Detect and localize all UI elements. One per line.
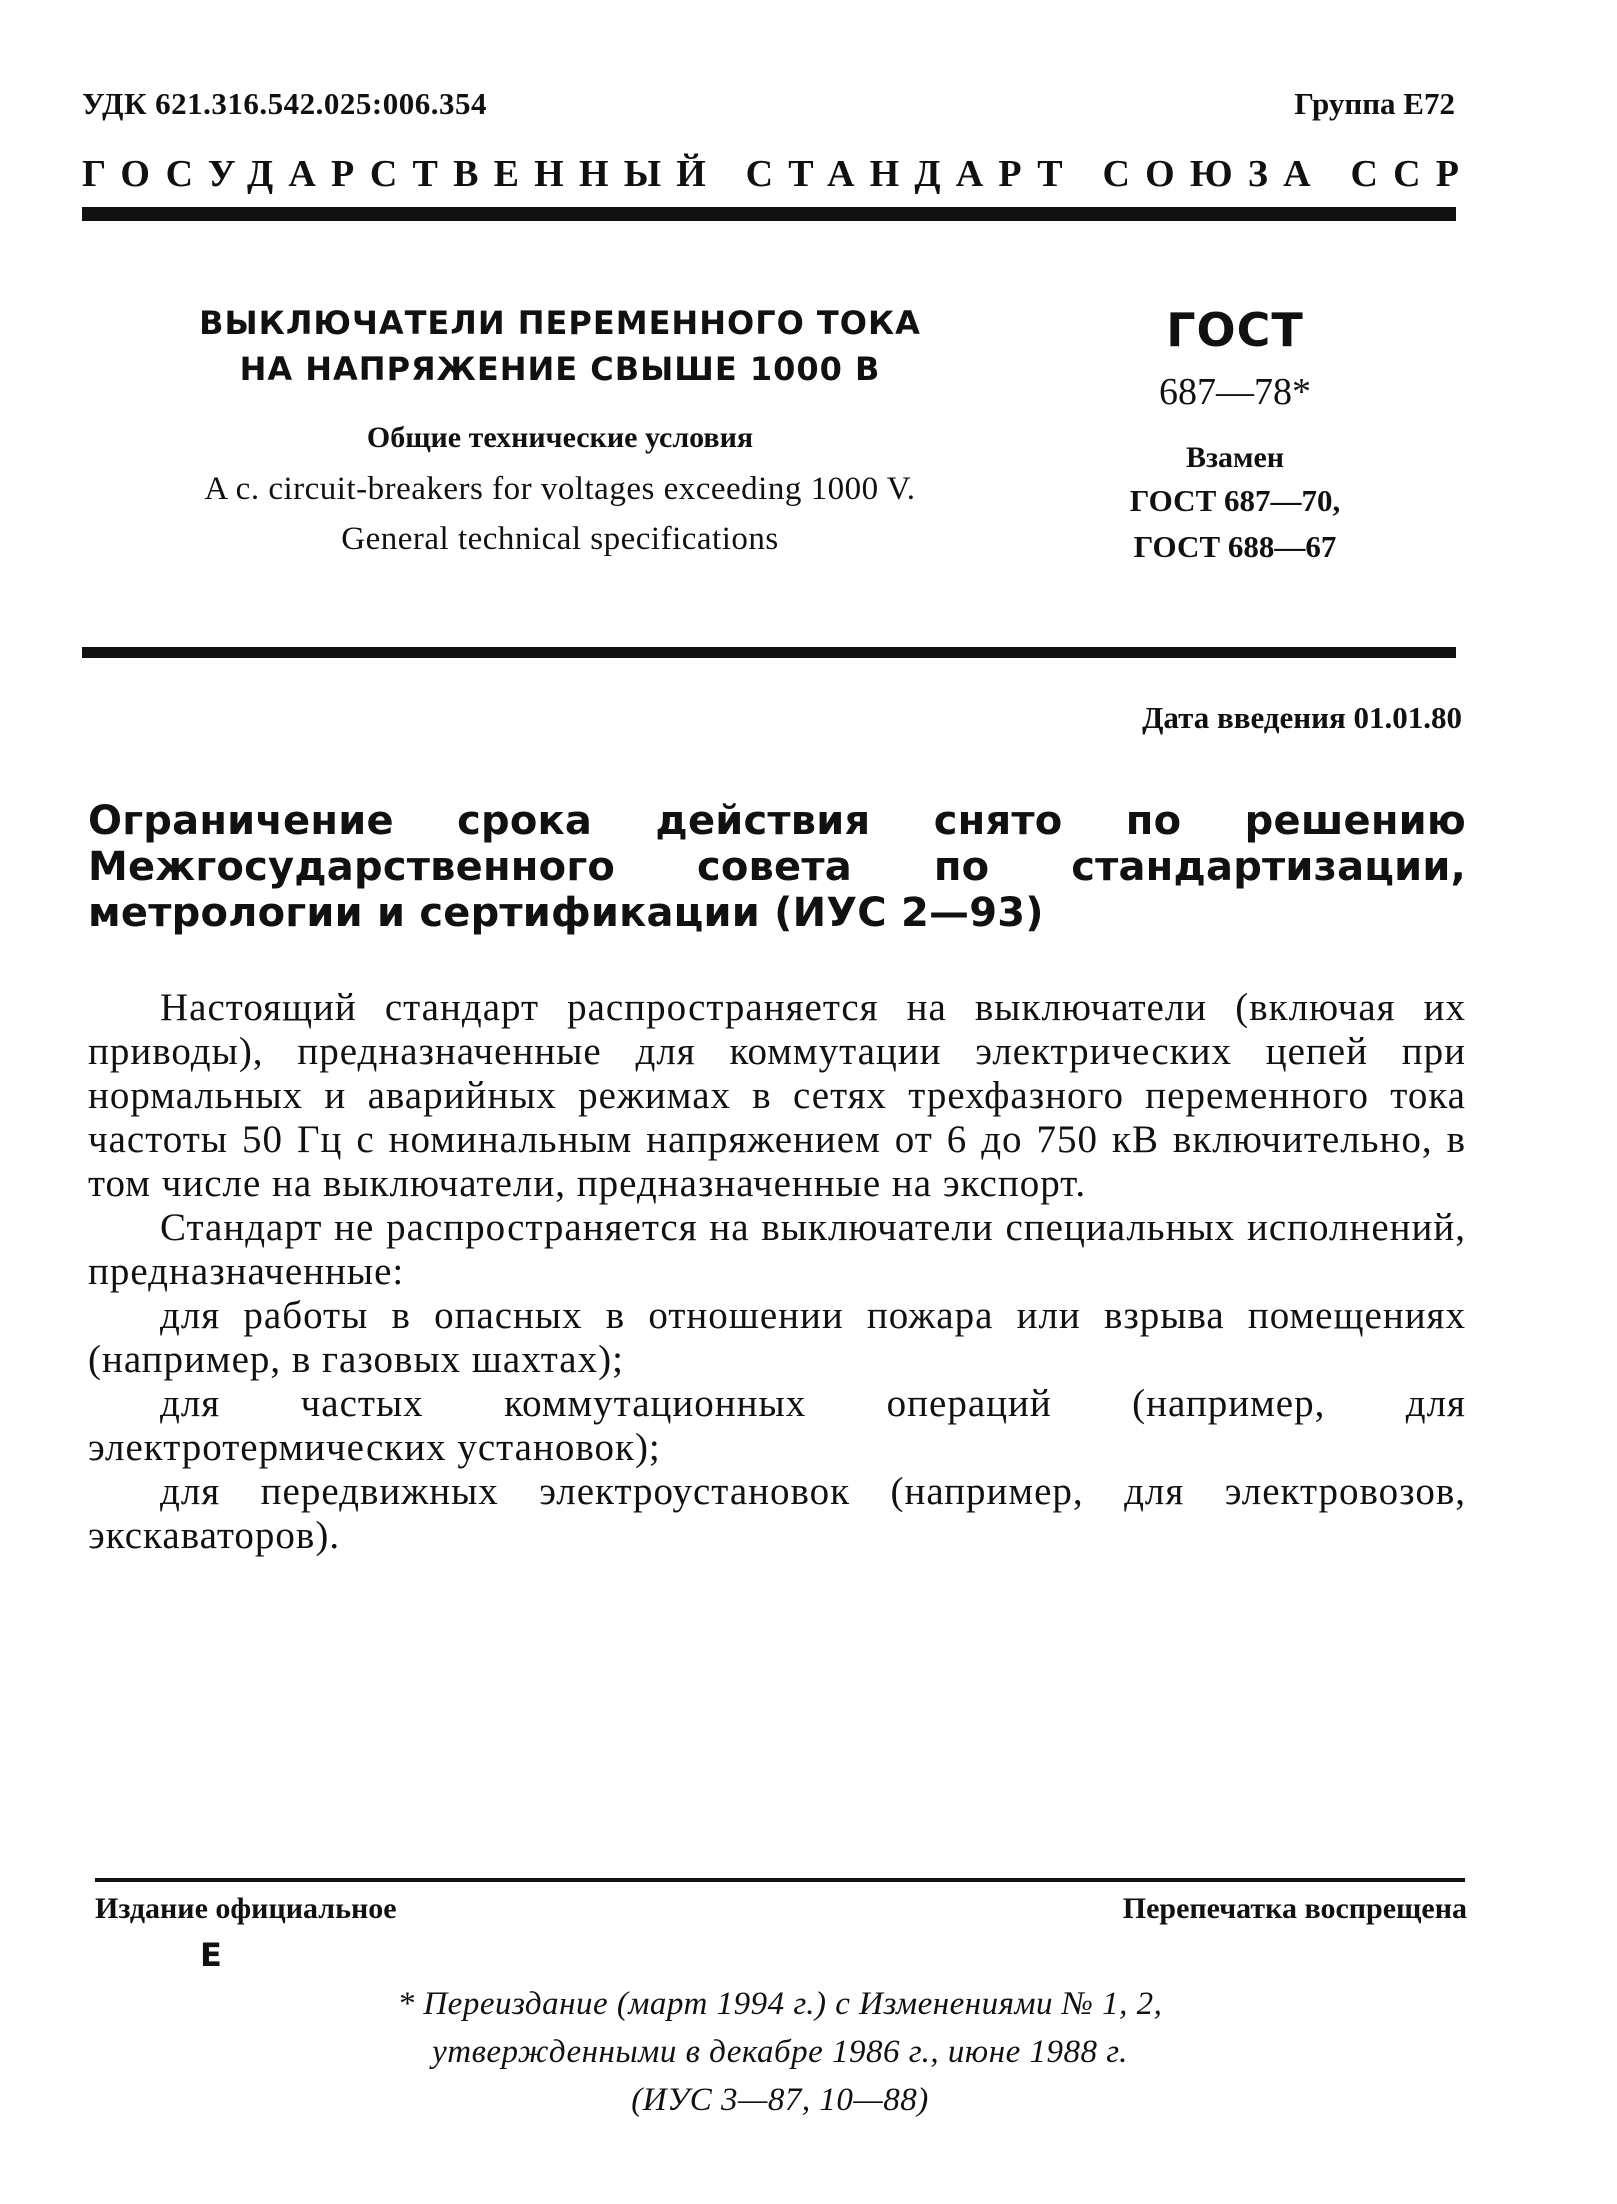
title-block — [120, 300, 1000, 558]
reprint-notice: Перепечатка воспрещена — [1122, 1892, 1467, 1925]
body-text — [88, 986, 1466, 1558]
edition-label: Издание официальное — [95, 1892, 397, 1925]
gost-block — [1105, 302, 1365, 570]
body-paragraph: Настоящий стандарт распространяется на выключатели (включая их приводы), предназначенные для коммутации электрических цепей при нормальных и аварийных режимах в сетях трехфазного переменного тока частоты 50 Гц с номинальным напряжением от 6 до 750 кВ включительно, в том числе на выключатели, предназначенные на экспорт. — [88, 986, 1466, 1205]
mark-e: Е — [200, 1936, 222, 1974]
validity-notice: Ограничение срока действия снято по решению Межгосударственного совета по стандартизации, метрологии и сертификации (ИУС 2—93) — [88, 798, 1466, 936]
subtitle-ru: Общие технические условия — [366, 421, 754, 454]
state-standard-heading: ГОСУДАРСТВЕННЫЙ СТАНДАРТ СОЮЗА ССР — [82, 153, 1475, 195]
gost-label: ГОСТ — [1166, 303, 1304, 357]
body-paragraph: для передвижных электроустановок (например, для электровозов, экскаваторов). — [88, 1470, 1466, 1557]
replaces-item: ГОСТ 688—67 — [1133, 529, 1337, 564]
replaces-label: Взамен — [1185, 441, 1285, 474]
body-paragraph: для работы в опасных в отношении пожара или взрыва помещениях (например, в газовых шахтах); — [88, 1294, 1466, 1381]
udk-code: УДК 621.316.542.025:006.354 — [82, 86, 487, 121]
footer-rule — [95, 1878, 1465, 1882]
title-en-line2: General technical specifications — [341, 521, 779, 557]
title-en-line1: A c. circuit-breakers for voltages exceeding 1000 V. — [204, 471, 916, 507]
reissue-line: (ИУС 3—87, 10—88) — [631, 2082, 929, 2118]
body-paragraph: Стандарт не распространяется на выключатели специальных исполнений, предназначенные: — [88, 1206, 1466, 1293]
reissue-note — [280, 1980, 1280, 2124]
reissue-line: * Переиздание (март 1994 г.) с Изменениями № 1, 2, — [397, 1986, 1163, 2022]
title-ru-line1: ВЫКЛЮЧАТЕЛИ ПЕРЕМЕННОГО ТОКА — [199, 304, 921, 342]
header-rule — [82, 207, 1456, 221]
reissue-line: утвержденными в декабре 1986 г., июне 1988 г. — [432, 2034, 1128, 2070]
title-ru-line2: НА НАПРЯЖЕНИЕ СВЫШЕ 1000 В — [239, 350, 881, 388]
replaces-item: ГОСТ 687—70, — [1129, 483, 1341, 518]
title-rule — [82, 647, 1456, 658]
intro-date: Дата введения 01.01.80 — [1142, 700, 1462, 735]
gost-number: 687—78* — [1159, 371, 1311, 413]
group-code: Группа Е72 — [1294, 86, 1455, 121]
body-paragraph: для частых коммутационных операций (например, для электротермических установок); — [88, 1382, 1466, 1469]
